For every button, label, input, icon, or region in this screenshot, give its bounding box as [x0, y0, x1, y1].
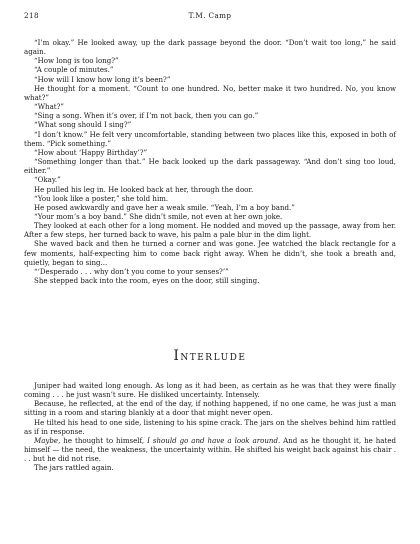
paragraph: The jars rattled again.	[34, 463, 114, 473]
interlude-text	[24, 381, 396, 473]
text-run: , he thought to himself,	[58, 435, 148, 445]
paragraph: She waved back and then he turned a corner and was gone. Jee watched the black rectangle for a few moments, half-expecting him to come back right away. When he didn’t, she took a breath and, quietly, began to sing...	[24, 239, 396, 267]
chapter-title: Interlude	[173, 348, 247, 364]
paragraph: He thought for a moment. “Count to one hundred. No, better make it two hundred. No, you know what?”	[24, 83, 396, 102]
paragraph: “How will I know how long it’s been?”	[34, 74, 171, 84]
paragraph: Juniper had waited long enough. As long as it had been, as certain as he was that they were finally coming . . . he just wasn’t sure. He disliked uncertainty. Intensely.	[24, 381, 396, 400]
page-number: 218	[24, 11, 39, 20]
story-text	[24, 38, 396, 285]
paragraph: “‘Desperado . . . why don’t you come to your senses?’”	[34, 266, 229, 276]
paragraph: “What song should I sing?”	[34, 120, 132, 130]
italic-text: I should go and have a look around	[147, 435, 278, 445]
paragraph: “How long is too long?”	[34, 56, 119, 66]
paragraph: “A couple of minutes.”	[34, 65, 114, 75]
paragraph: “Your mom’s a boy band.” She didn’t smile, not even at her own joke.	[34, 211, 283, 221]
paragraph	[24, 436, 396, 463]
paragraph: “Okay.”	[34, 175, 61, 185]
running-header	[24, 11, 396, 23]
paragraph: “Something longer than that.” He back looked up the dark passageway. “And don’t sing too loud, either.”	[24, 157, 396, 176]
paragraph: “I don’t know.” He felt very uncomfortable, standing between two places like this, exposed in both of them. “Pick something.”	[24, 129, 396, 148]
running-head: T.M. Camp	[188, 11, 232, 20]
paragraph: They looked at each other for a long moment. He nodded and moved up the passage, away from her. After a few steps, her turned back to wave, his palm a pale blur in the dim light.	[24, 221, 396, 240]
paragraph: He tilted his head to one side, listening to his spine crack. The jars on the shelves behind him rattled as if in response.	[24, 417, 396, 436]
paragraph: He posed awkwardly and gave her a weak smile. “Yeah, I’m a boy band.”	[34, 202, 295, 212]
italic-text: Maybe	[34, 435, 59, 445]
paragraph: “How about ‘Happy Birthday’?”	[34, 147, 148, 157]
paragraph: “You look like a poster,” she told him.	[34, 193, 169, 203]
paragraph: He pulled his leg in. He looked back at her, through the door.	[34, 184, 254, 194]
paragraph: “What?”	[34, 102, 64, 112]
paragraph: “I’m okay.” He looked away, up the dark passage beyond the door. “Don’t wait too long,” he said again.	[24, 38, 396, 57]
paragraph: She stepped back into the room, eyes on the door, still singing.	[34, 276, 260, 286]
paragraph: Because, he reflected, at the end of the day, if nothing happened, if no one came, he was just a man sitting in a room and staring blankly at a door that might never open.	[24, 399, 396, 418]
text-run: . And as he thought it, he hated himself — the need, the weakness, the uncertainty within. He shifted his weight back against his chair . . . but he did not rise.	[24, 435, 396, 464]
paragraph: “Sing a song. When it’s over, if I’m not back, then you can go.”	[34, 111, 259, 121]
